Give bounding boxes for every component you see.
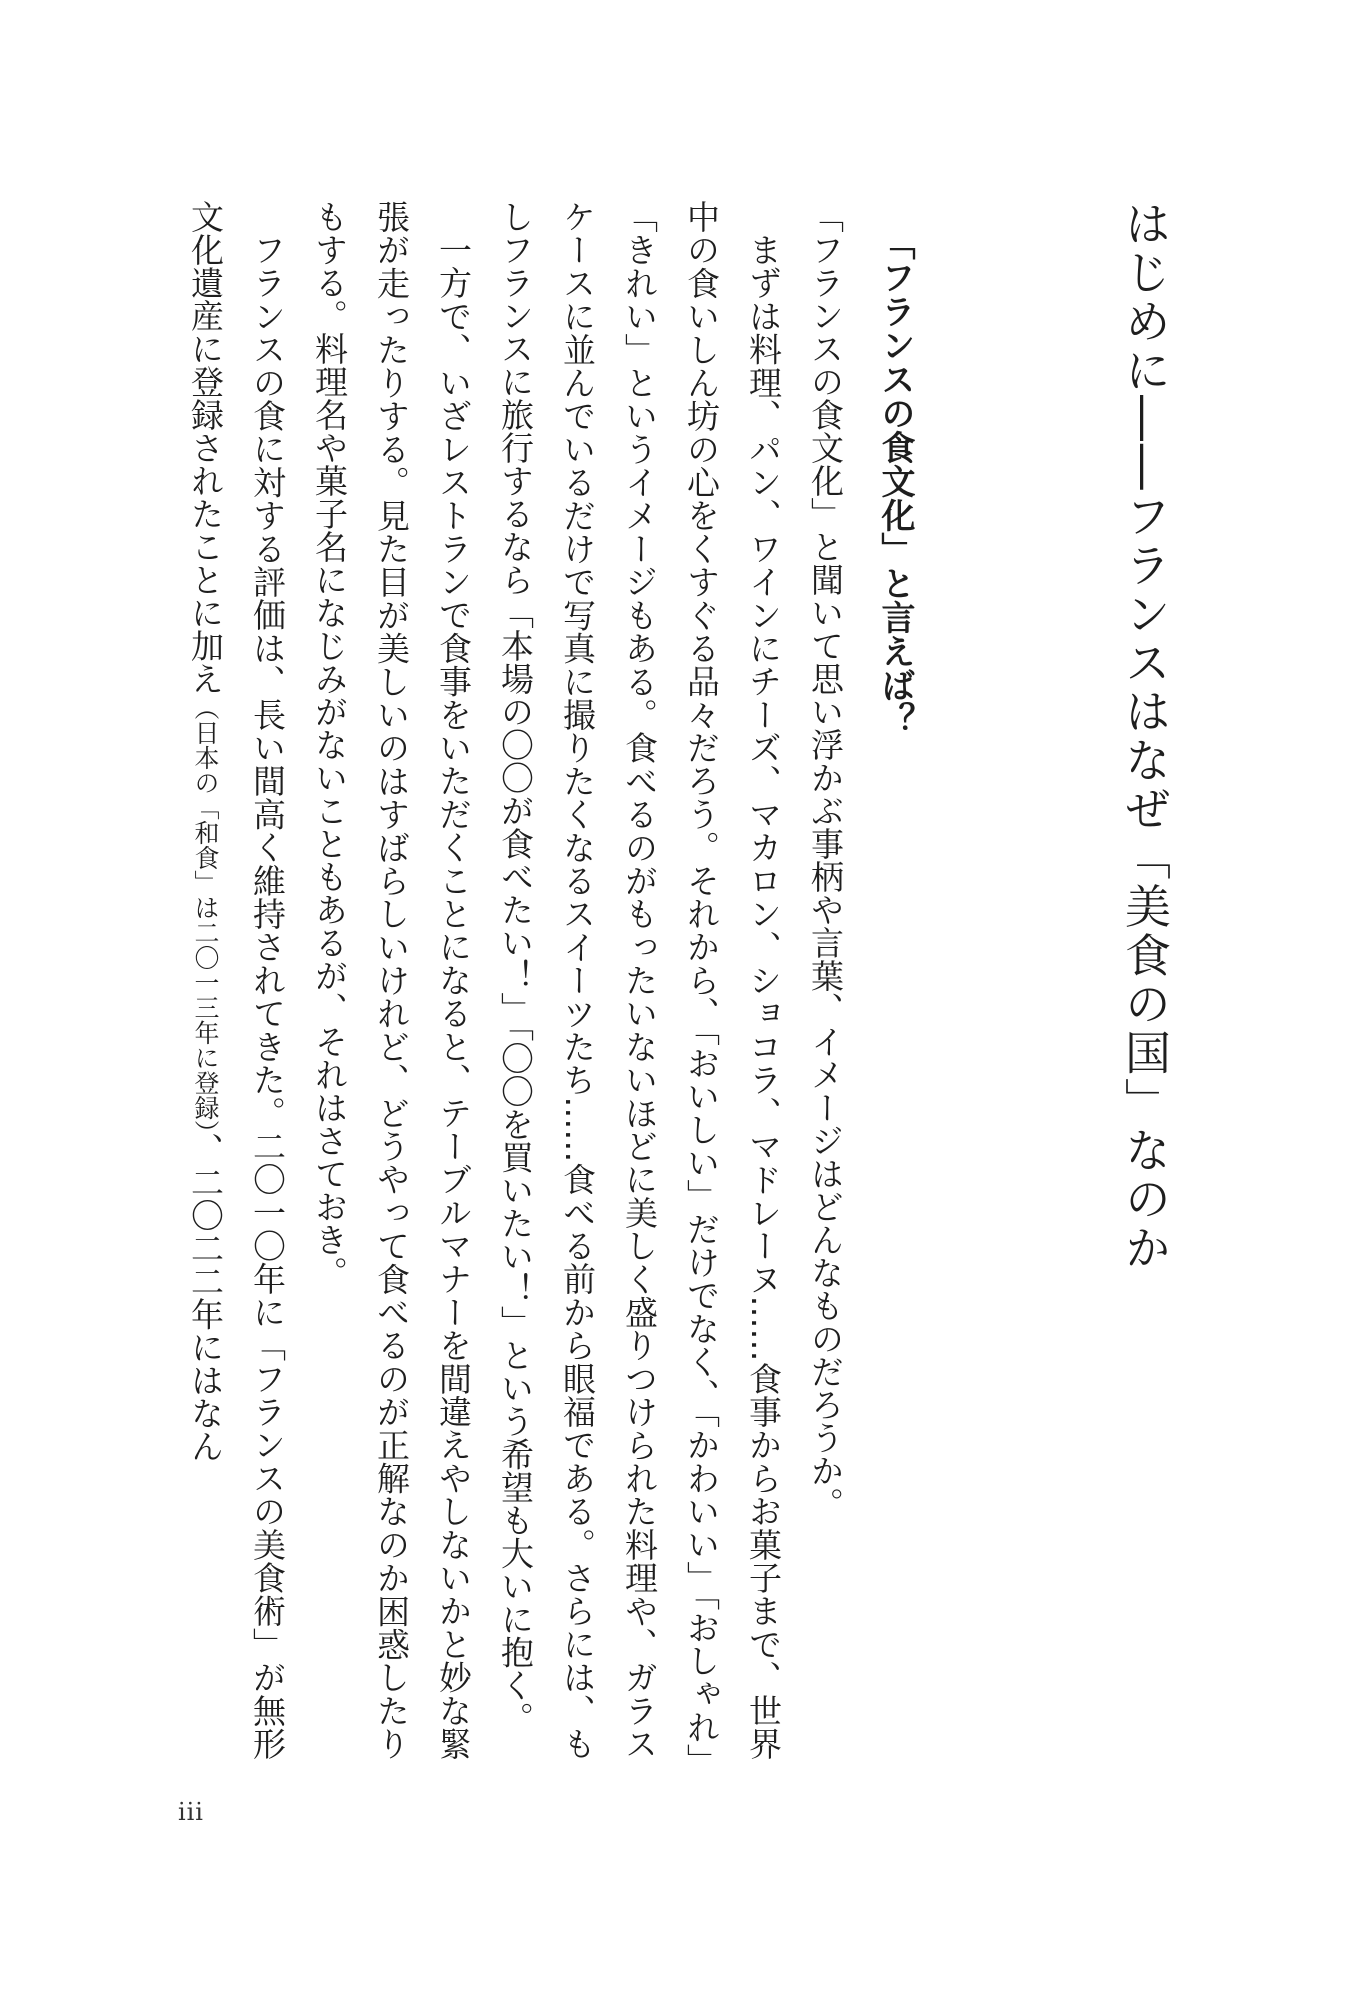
vertical-text-block [168, 200, 1172, 1761]
body-paragraph: 一方で、いざレストランで食事をいただくことになると、テーブルマナーを間違えやしないかと妙な緊張が走ったりする。見た目が美しいのはすばらしいけれど、どうやって食べるのが正解なのか困惑したりもする。料理名や菓子名になじみがないこともあるが、それはさておき。 [310, 200, 473, 1761]
page-title: はじめに――フランスはなぜ「美食の国」なのか [1118, 200, 1172, 1273]
page-number: iii [178, 1798, 204, 1826]
inline-note: （日本の「和食」は二〇一三年に登録） [191, 695, 220, 1133]
section-heading: 「フランスの食文化」と言えば？ [875, 226, 915, 736]
body-paragraph-last [174, 200, 298, 1760]
paragraph-text: 、二〇二二年にはなん [186, 1132, 225, 1463]
body-paragraph: 「フランスの食文化」と聞いて思い浮かぶ事柄や言葉、イメージはどんなものだろうか。 [806, 200, 845, 1520]
paragraph-text: フランスの食に対する評価は、長い間高く維持されてきた。二〇一〇年に「フランスの美食術」が無形文化遺産に登録されたことに加え [186, 200, 287, 1760]
body-paragraph: まずは料理、パン、ワインにチーズ、マカロン、ショコラ、マドレーヌ……食事からお菓子まで、世界中の食いしん坊の心をくすぐる品々だろう。それから、「おいしい」だけでなく、「かわいい」「おしゃれ」「きれい」というイメージもある。食べるのがもったいないほどに美しく盛りつけられた料理や、ガラスケースに並んでいるだけで写真に撮りたくなるスイーツたち……食べる前から眼福である。さらには、もしフランスに旅行するなら「本場の〇〇が食べたい！」「〇〇を買いたい！」という希望も大いに抱く。 [496, 200, 783, 1761]
